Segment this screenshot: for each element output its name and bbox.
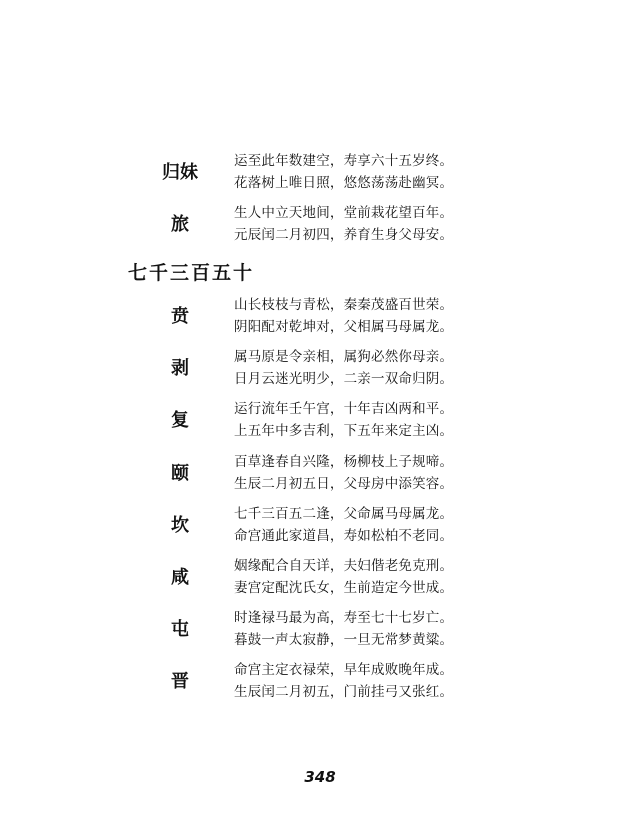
verse-block xyxy=(234,503,453,547)
verse-line: 暮鼓一声太寂静，一旦无常梦黄粱。 xyxy=(234,632,454,648)
verse-line: 生辰二月初五日，父母房中添笑容。 xyxy=(234,476,454,492)
verse-entry xyxy=(0,607,640,653)
hexagram-name: 归妹 xyxy=(162,162,198,183)
verse-line: 山长枝枝与青松，秦秦茂盛百世荣。 xyxy=(234,297,454,313)
verse-line: 妻宫定配沈氏女，生前造定今世成。 xyxy=(234,580,454,596)
verse-entry xyxy=(0,659,640,705)
hexagram-name: 颐 xyxy=(171,463,189,484)
verse-block xyxy=(234,150,453,194)
section-heading: 七千三百五十 xyxy=(128,262,255,284)
verse-entry xyxy=(0,346,640,392)
hexagram-name: 晋 xyxy=(171,671,189,692)
hexagram-name: 坎 xyxy=(171,515,189,536)
verse-entry xyxy=(0,555,640,601)
verse-block xyxy=(234,346,453,390)
verse-entry xyxy=(0,202,640,248)
verse-line: 姻缘配合自天详，夫妇偕老免克刑。 xyxy=(234,558,454,574)
hexagram-name: 旅 xyxy=(171,214,189,235)
verse-block xyxy=(234,294,453,338)
verse-entry xyxy=(0,398,640,444)
verse-line: 日月云迷光明少，二亲一双命归阴。 xyxy=(234,371,454,387)
verse-line: 百草逢春自兴隆，杨柳枝上子规啼。 xyxy=(234,454,454,470)
verse-line: 生人中立天地间，堂前栽花望百年。 xyxy=(234,205,454,221)
verse-line: 阴阳配对乾坤对，父相属马母属龙。 xyxy=(234,319,454,335)
hexagram-name: 咸 xyxy=(171,567,189,588)
hexagram-name: 屯 xyxy=(171,619,189,640)
verse-line: 运至此年数建空，寿享六十五岁终。 xyxy=(234,153,454,169)
verse-block xyxy=(234,451,453,495)
verse-block xyxy=(234,555,453,599)
hexagram-name: 贲 xyxy=(171,306,189,327)
verse-line: 上五年中多吉利，下五年来定主凶。 xyxy=(234,423,454,439)
verse-line: 花落树上唯日照，悠悠荡荡赴幽冥。 xyxy=(234,175,454,191)
verse-entry xyxy=(0,150,640,196)
page-number: 348 xyxy=(304,768,336,786)
verse-line: 生辰闰二月初五，门前挂弓又张红。 xyxy=(234,684,454,700)
verse-line: 元辰闰二月初四，养育生身父母安。 xyxy=(234,227,454,243)
verse-block xyxy=(234,607,453,651)
verse-line: 命宫主定衣禄荣，早年成败晚年成。 xyxy=(234,662,454,678)
hexagram-name: 复 xyxy=(171,410,189,431)
verse-entry xyxy=(0,294,640,340)
hexagram-name: 剥 xyxy=(171,358,189,379)
verse-block xyxy=(234,398,453,442)
verse-block xyxy=(234,659,453,703)
verse-block xyxy=(234,202,453,246)
verse-line: 属马原是令亲相，属狗必然你母亲。 xyxy=(234,349,454,365)
verse-line: 运行流年壬午宫，十年吉凶两和平。 xyxy=(234,401,454,417)
verse-line: 七千三百五二逢，父命属马母属龙。 xyxy=(234,506,454,522)
verse-entry xyxy=(0,503,640,549)
verse-line: 时逢禄马最为高，寿至七十七岁亡。 xyxy=(234,610,454,626)
verse-line: 命宫通此家道昌，寿如松柏不老同。 xyxy=(234,528,454,544)
verse-entry xyxy=(0,451,640,497)
